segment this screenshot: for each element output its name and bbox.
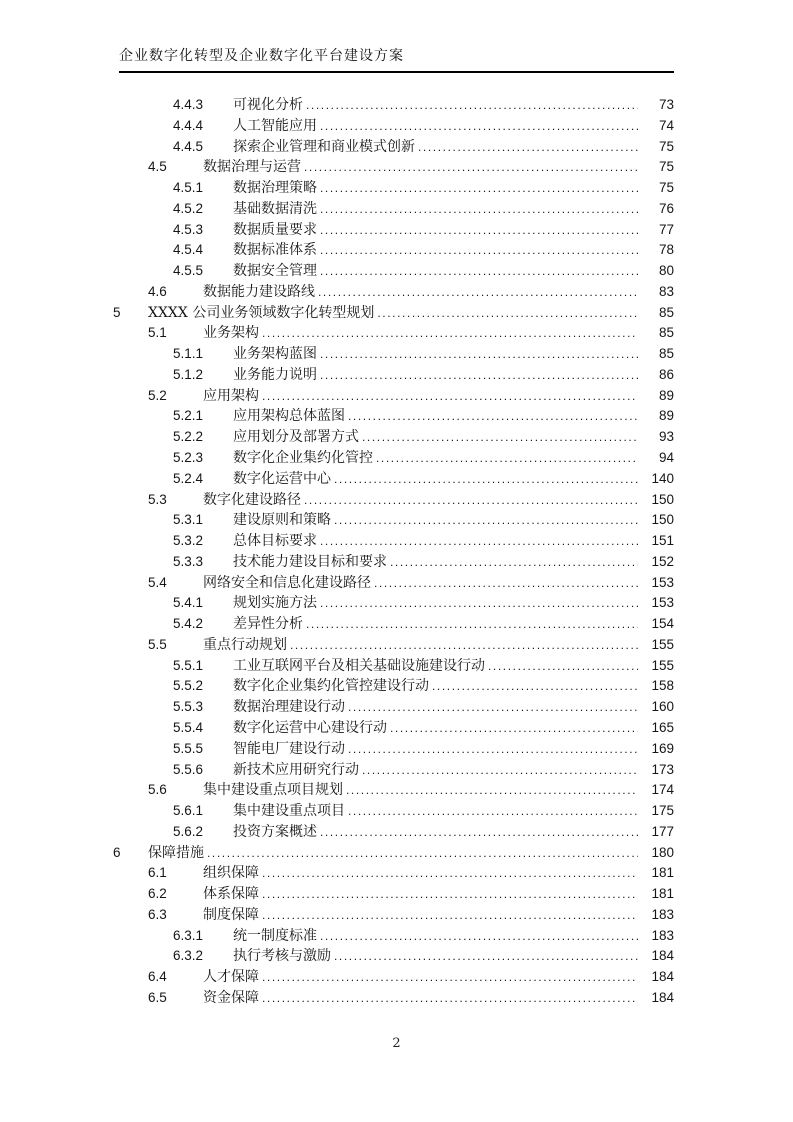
toc-entry-title: 资金保障 bbox=[203, 989, 259, 1006]
footer-page-number: 2 bbox=[392, 1036, 401, 1051]
toc-entry-page: 155 bbox=[651, 636, 674, 652]
toc-entry-number: 5.2 bbox=[148, 387, 167, 403]
toc-entry-title: 数字化运营中心 bbox=[233, 470, 331, 487]
toc-entry[interactable] bbox=[113, 344, 674, 365]
toc-entry[interactable] bbox=[113, 199, 674, 220]
toc-entry-number: 5.3.2 bbox=[173, 533, 204, 549]
toc-entry-number: 6.2 bbox=[148, 886, 167, 902]
toc-entry-number: 4.4.4 bbox=[173, 117, 204, 133]
toc-entry-page: 184 bbox=[651, 969, 674, 985]
toc-entry-title: 总体目标要求 bbox=[233, 533, 317, 550]
toc-entry-page: 160 bbox=[651, 699, 674, 715]
toc-leader-dots bbox=[348, 801, 638, 822]
toc-entry-page: 93 bbox=[658, 429, 674, 445]
toc-leader-dots bbox=[304, 157, 638, 178]
toc-entry-title: 网络安全和信息化建设路径 bbox=[203, 574, 371, 591]
toc-leader-dots bbox=[318, 282, 638, 303]
toc-entry-page: 169 bbox=[651, 740, 674, 756]
toc-leader-dots bbox=[390, 552, 638, 573]
toc-entry-page: 158 bbox=[651, 678, 674, 694]
toc-entry[interactable] bbox=[113, 573, 674, 594]
toc-entry-page: 181 bbox=[651, 886, 674, 902]
toc-entry-number: 5.2.1 bbox=[173, 408, 204, 424]
toc-entry-number: 5.5.1 bbox=[173, 657, 204, 673]
toc-leader-dots bbox=[348, 739, 638, 760]
toc-entry[interactable] bbox=[113, 780, 674, 801]
toc-leader-dots bbox=[334, 946, 638, 967]
toc-entry-title: 应用架构总体蓝图 bbox=[233, 408, 345, 425]
toc-entry[interactable] bbox=[113, 240, 674, 261]
toc-entry-page: 85 bbox=[658, 346, 674, 362]
toc-entry-title: 数据安全管理 bbox=[233, 263, 317, 280]
toc-entry-page: 85 bbox=[658, 325, 674, 341]
toc-entry-title: 数据能力建设路线 bbox=[203, 283, 315, 300]
toc-leader-dots bbox=[320, 261, 638, 282]
toc-entry-number: 4.5.4 bbox=[173, 242, 204, 258]
toc-entry-page: 75 bbox=[658, 180, 674, 196]
toc-entry[interactable] bbox=[113, 406, 674, 427]
toc-entry-number: 5.6.2 bbox=[173, 823, 204, 839]
toc-entry[interactable] bbox=[113, 739, 674, 760]
toc-entry-number: 6.3 bbox=[148, 906, 167, 922]
toc-entry-number: 4.5.1 bbox=[173, 180, 204, 196]
toc-entry[interactable] bbox=[113, 95, 674, 116]
toc-entry-number: 5.5 bbox=[148, 636, 167, 652]
toc-entry[interactable] bbox=[113, 469, 674, 490]
toc-entry-number: 6.5 bbox=[148, 989, 167, 1005]
toc-leader-dots bbox=[320, 926, 638, 947]
toc-entry-title: 数据治理与运营 bbox=[203, 159, 301, 176]
toc-entry-page: 89 bbox=[658, 387, 674, 403]
toc-entry[interactable] bbox=[113, 365, 674, 386]
toc-entry-number: 5.2.3 bbox=[173, 450, 204, 466]
toc-leader-dots bbox=[262, 884, 638, 905]
toc-entry-title: 制度保障 bbox=[203, 906, 259, 923]
toc-entry[interactable] bbox=[113, 718, 674, 739]
toc-entry[interactable] bbox=[113, 323, 674, 344]
toc-entry-page: 184 bbox=[651, 989, 674, 1005]
toc-entry[interactable] bbox=[113, 967, 674, 988]
toc-entry-page: 74 bbox=[658, 117, 674, 133]
toc-leader-dots bbox=[320, 593, 638, 614]
toc-entry-title: 组织保障 bbox=[203, 865, 259, 882]
toc-leader-dots bbox=[348, 406, 638, 427]
toc-entry-page: 155 bbox=[651, 657, 674, 673]
toc-entry-title: 保障措施 bbox=[148, 844, 204, 861]
toc-entry-number: 6.1 bbox=[148, 865, 167, 881]
toc-entry-number: 5.3.3 bbox=[173, 553, 204, 569]
toc-entry[interactable] bbox=[113, 448, 674, 469]
toc-entry-number: 4.4.3 bbox=[173, 97, 204, 112]
toc-leader-dots bbox=[334, 469, 638, 490]
toc-entry-title: 数据治理建设行动 bbox=[233, 699, 345, 716]
toc-entry-title: 投资方案概述 bbox=[233, 823, 317, 840]
toc-leader-dots bbox=[304, 490, 638, 511]
toc-entry[interactable] bbox=[113, 676, 674, 697]
toc-entry-title: 规划实施方法 bbox=[233, 595, 317, 612]
toc-entry[interactable] bbox=[113, 884, 674, 905]
toc-entry[interactable] bbox=[113, 552, 674, 573]
toc-entry[interactable] bbox=[113, 282, 674, 303]
toc-entry-page: 180 bbox=[651, 844, 674, 860]
toc-entry-title: 差异性分析 bbox=[233, 616, 303, 633]
toc-entry[interactable] bbox=[113, 593, 674, 614]
toc-entry-page: 85 bbox=[658, 304, 674, 320]
toc-entry-title: 建设原则和策略 bbox=[233, 512, 331, 529]
toc-entry-number: 5.5.5 bbox=[173, 740, 204, 756]
toc-entry-page: 89 bbox=[658, 408, 674, 424]
toc-entry-number: 5.4.2 bbox=[173, 616, 204, 632]
toc-leader-dots bbox=[390, 718, 638, 739]
toc-entry[interactable] bbox=[113, 614, 674, 635]
toc-entry-page: 151 bbox=[651, 533, 674, 549]
toc-entry-title: 统一制度标准 bbox=[233, 927, 317, 944]
toc-leader-dots bbox=[320, 116, 638, 137]
toc-leader-dots bbox=[320, 822, 638, 843]
toc-leader-dots bbox=[320, 240, 638, 261]
toc-entry-page: 174 bbox=[651, 782, 674, 798]
toc-entry[interactable] bbox=[113, 220, 674, 241]
table-of-contents bbox=[113, 95, 674, 1009]
toc-entry-page: 80 bbox=[658, 263, 674, 279]
running-header: 企业数字化转型及企业数字化平台建设方案 bbox=[119, 48, 674, 73]
toc-leader-dots bbox=[374, 573, 638, 594]
toc-entry-number: 5.4 bbox=[148, 574, 167, 590]
toc-entry-number: 5.2.2 bbox=[173, 429, 204, 445]
toc-entry-title: 集中建设重点项目规划 bbox=[203, 782, 343, 799]
toc-entry-page: 83 bbox=[658, 283, 674, 299]
toc-entry-title: 业务架构 bbox=[203, 325, 259, 342]
toc-entry-number: 5.5.3 bbox=[173, 699, 204, 715]
toc-entry[interactable] bbox=[113, 178, 674, 199]
toc-entry-number: 5.5.6 bbox=[173, 761, 204, 777]
toc-entry[interactable] bbox=[113, 988, 674, 1009]
toc-entry-number: 4.5.3 bbox=[173, 221, 204, 237]
toc-entry-page: 76 bbox=[658, 200, 674, 216]
toc-entry-number: 5.4.1 bbox=[173, 595, 204, 611]
toc-entry-page: 77 bbox=[658, 221, 674, 237]
toc-entry-title: XXXX 公司业务领域数字化转型规划 bbox=[148, 304, 375, 321]
toc-entry-title: 数字化建设路径 bbox=[203, 491, 301, 508]
toc-entry[interactable] bbox=[113, 490, 674, 511]
toc-entry-page: 86 bbox=[658, 366, 674, 382]
toc-entry-title: 集中建设重点项目 bbox=[233, 803, 345, 820]
toc-entry-title: 应用划分及部署方式 bbox=[233, 429, 359, 446]
toc-entry-page: 73 bbox=[658, 97, 674, 112]
toc-entry-page: 183 bbox=[651, 927, 674, 943]
toc-entry-page: 153 bbox=[651, 574, 674, 590]
toc-entry-number: 5.2.4 bbox=[173, 470, 204, 486]
toc-entry-title: 执行考核与激励 bbox=[233, 948, 331, 965]
toc-leader-dots bbox=[488, 656, 638, 677]
toc-leader-dots bbox=[262, 323, 638, 344]
toc-entry[interactable] bbox=[113, 635, 674, 656]
toc-entry-page: 140 bbox=[651, 470, 674, 486]
toc-entry-page: 78 bbox=[658, 242, 674, 258]
toc-leader-dots bbox=[320, 199, 638, 220]
toc-entry-number: 5.5.4 bbox=[173, 719, 204, 735]
toc-leader-dots bbox=[320, 365, 638, 386]
toc-leader-dots bbox=[262, 863, 638, 884]
toc-entry-number: 4.5.5 bbox=[173, 263, 204, 279]
toc-entry-page: 177 bbox=[651, 823, 674, 839]
toc-entry-title: 新技术应用研究行动 bbox=[233, 761, 359, 778]
toc-entry-title: 体系保障 bbox=[203, 886, 259, 903]
toc-entry-title: 应用架构 bbox=[203, 387, 259, 404]
toc-entry-number: 6.3.1 bbox=[173, 927, 204, 943]
toc-leader-dots bbox=[418, 137, 638, 158]
toc-entry-title: 技术能力建设目标和要求 bbox=[233, 553, 387, 570]
toc-entry-number: 6.4 bbox=[148, 969, 167, 985]
toc-entry[interactable] bbox=[113, 157, 674, 178]
toc-entry[interactable] bbox=[113, 261, 674, 282]
toc-entry-number: 4.4.5 bbox=[173, 138, 204, 154]
toc-entry-title: 重点行动规划 bbox=[203, 636, 287, 653]
toc-entry-number: 5.1 bbox=[148, 325, 167, 341]
toc-leader-dots bbox=[320, 178, 638, 199]
toc-entry-title: 数字化企业集约化管控 bbox=[233, 450, 373, 467]
toc-entry-number: 5.1.2 bbox=[173, 366, 204, 382]
toc-leader-dots bbox=[262, 386, 638, 407]
toc-entry-number: 5.3.1 bbox=[173, 512, 204, 528]
toc-entry-page: 75 bbox=[658, 159, 674, 175]
toc-entry-page: 150 bbox=[651, 512, 674, 528]
toc-entry-title: 智能电厂建设行动 bbox=[233, 740, 345, 757]
toc-leader-dots bbox=[320, 220, 638, 241]
toc-leader-dots bbox=[320, 344, 638, 365]
toc-entry-page: 150 bbox=[651, 491, 674, 507]
toc-entry-page: 94 bbox=[658, 450, 674, 466]
toc-entry[interactable] bbox=[113, 427, 674, 448]
toc-entry[interactable] bbox=[113, 531, 674, 552]
toc-entry-page: 183 bbox=[651, 906, 674, 922]
toc-entry-title: 业务架构蓝图 bbox=[233, 346, 317, 363]
toc-entry-number: 4.6 bbox=[148, 283, 167, 299]
toc-entry-number: 5.5.2 bbox=[173, 678, 204, 694]
toc-entry-title: 基础数据清洗 bbox=[233, 200, 317, 217]
toc-leader-dots bbox=[320, 531, 638, 552]
toc-entry-page: 75 bbox=[658, 138, 674, 154]
toc-leader-dots bbox=[306, 95, 638, 116]
toc-entry[interactable] bbox=[113, 697, 674, 718]
toc-leader-dots bbox=[348, 697, 638, 718]
toc-entry[interactable] bbox=[113, 116, 674, 137]
toc-entry[interactable] bbox=[113, 905, 674, 926]
toc-entry-title: 业务能力说明 bbox=[233, 366, 317, 383]
toc-leader-dots bbox=[207, 843, 638, 864]
toc-entry-number: 5.6 bbox=[148, 782, 167, 798]
toc-leader-dots bbox=[346, 780, 638, 801]
toc-entry-page: 153 bbox=[651, 595, 674, 611]
toc-entry-number: 5.6.1 bbox=[173, 803, 204, 819]
toc-entry-number: 6.3.2 bbox=[173, 948, 204, 964]
toc-entry[interactable] bbox=[113, 822, 674, 843]
toc-entry-page: 154 bbox=[651, 616, 674, 632]
toc-entry[interactable] bbox=[113, 386, 674, 407]
toc-entry[interactable] bbox=[113, 946, 674, 967]
toc-entry[interactable] bbox=[113, 137, 674, 158]
toc-entry-title: 探索企业管理和商业模式创新 bbox=[233, 138, 415, 155]
toc-entry[interactable] bbox=[113, 510, 674, 531]
toc-entry[interactable] bbox=[113, 863, 674, 884]
toc-entry-page: 165 bbox=[651, 719, 674, 735]
toc-entry-number: 5 bbox=[113, 304, 121, 320]
toc-leader-dots bbox=[262, 988, 638, 1009]
toc-entry-title: 人才保障 bbox=[203, 969, 259, 986]
toc-entry-page: 181 bbox=[651, 865, 674, 881]
toc-entry[interactable] bbox=[113, 801, 674, 822]
toc-leader-dots bbox=[262, 967, 638, 988]
toc-entry-number: 5.1.1 bbox=[173, 346, 204, 362]
toc-entry-title: 可视化分析 bbox=[233, 97, 303, 113]
toc-leader-dots bbox=[290, 635, 638, 656]
toc-entry[interactable] bbox=[113, 843, 674, 864]
toc-leader-dots bbox=[432, 676, 638, 697]
toc-entry-title: 工业互联网平台及相关基础设施建设行动 bbox=[233, 657, 485, 674]
toc-leader-dots bbox=[362, 760, 638, 781]
toc-entry-title: 数据标准体系 bbox=[233, 242, 317, 259]
toc-entry-title: 数据治理策略 bbox=[233, 180, 317, 197]
toc-entry-number: 5.3 bbox=[148, 491, 167, 507]
toc-entry[interactable] bbox=[113, 303, 674, 324]
toc-entry-number: 4.5 bbox=[148, 159, 167, 175]
toc-entry-number: 4.5.2 bbox=[173, 200, 204, 216]
toc-leader-dots bbox=[306, 614, 638, 635]
toc-leader-dots bbox=[377, 303, 638, 324]
toc-leader-dots bbox=[262, 905, 638, 926]
toc-entry-title: 数字化企业集约化管控建设行动 bbox=[233, 678, 429, 695]
toc-entry-title: 人工智能应用 bbox=[233, 117, 317, 134]
toc-entry-number: 6 bbox=[113, 844, 121, 860]
toc-entry[interactable] bbox=[113, 926, 674, 947]
toc-entry-page: 175 bbox=[651, 803, 674, 819]
toc-entry-page: 184 bbox=[651, 948, 674, 964]
toc-entry-title: 数字化运营中心建设行动 bbox=[233, 719, 387, 736]
toc-leader-dots bbox=[334, 510, 638, 531]
toc-entry[interactable] bbox=[113, 760, 674, 781]
toc-leader-dots bbox=[376, 448, 638, 469]
toc-entry-title: 数据质量要求 bbox=[233, 221, 317, 238]
toc-leader-dots bbox=[362, 427, 638, 448]
toc-entry-page: 152 bbox=[651, 553, 674, 569]
toc-entry[interactable] bbox=[113, 656, 674, 677]
toc-entry-page: 173 bbox=[651, 761, 674, 777]
